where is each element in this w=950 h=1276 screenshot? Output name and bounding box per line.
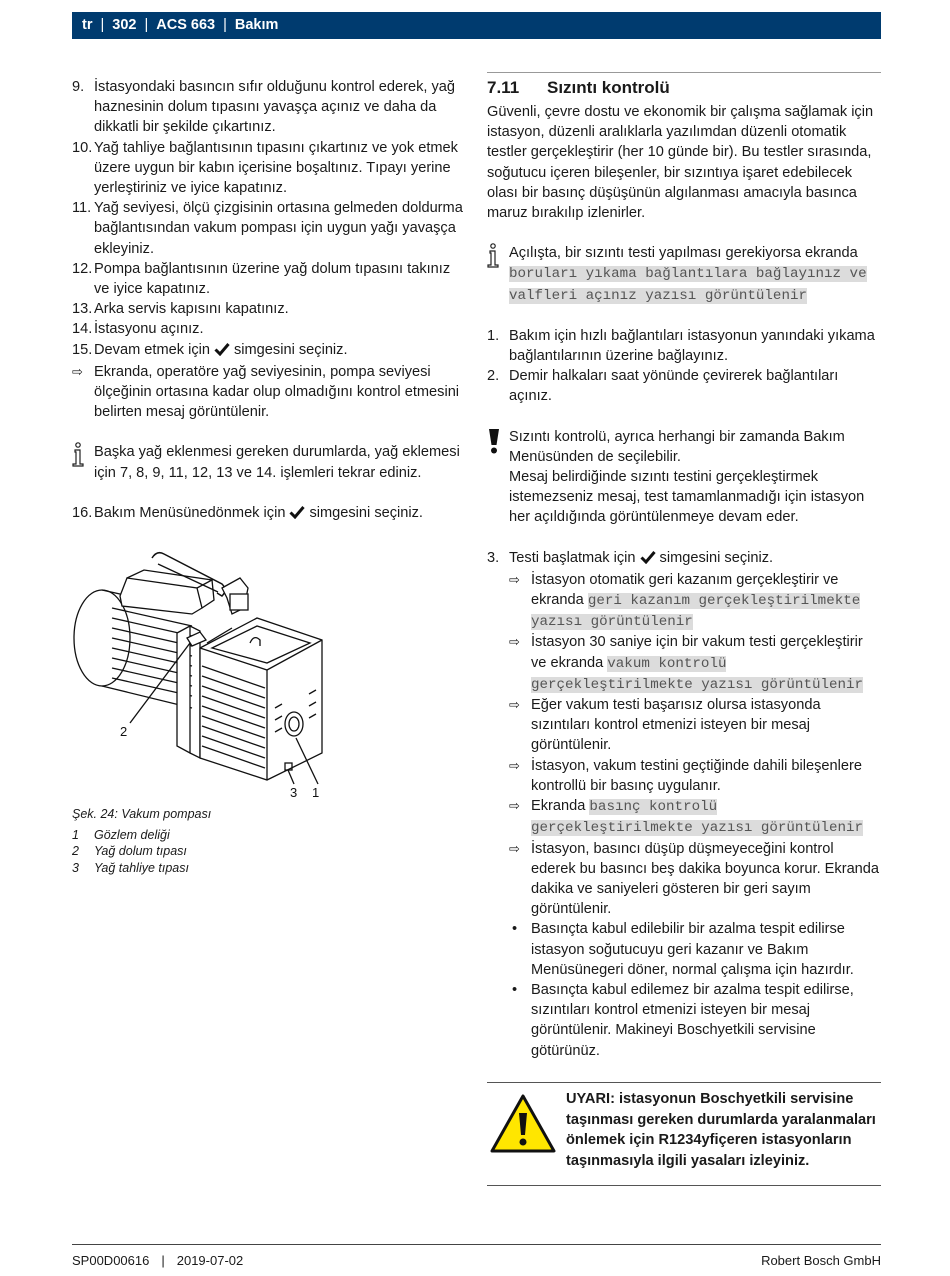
figure-label-2: 2 [120,724,128,739]
result-item: ⇨ İstasyon, vakum testini geçtiğinde dahili bileşenlere kontrollü bir basınç uygulanır. [509,757,862,794]
bullet-item: • Basınçta kabul edilebilir bir azalma tespit edilirse istasyon soğutucuyu geri kazanır ve Bakım Menüsünegeri döner, normal çalışma için hazırdır. [512,921,854,978]
result-arrow-icon: ⇨ [509,634,520,650]
left-column [72,77,467,525]
result-arrow-icon: ⇨ [509,571,520,587]
right-column [487,72,881,1061]
header-chapter: Bakım [234,17,279,34]
list-item: 10. Yağ tahliye bağlantısının tıpasını çıkartınız ve yok etmek üzere uygun bir kabın içerisine boşaltınız. Tıpayı yerine yerleştiriniz ve iyice kapatınız. [72,139,458,197]
bullet-list [487,919,881,1060]
header-product: ACS 663 [156,17,216,34]
list-item: 2. Demir halkaları saat yönünde çevirerek bağlantıları açınız. [487,368,839,405]
exclamation-icon [487,427,501,461]
figure-label-3: 3 [290,785,298,800]
footer-doc-number: SP00D00616 [72,1253,150,1268]
step-16: 16. Bakım Menüsünedönmek için simgesini seçiniz. [72,503,467,525]
step-15-result: ⇨ Ekranda, operatöre yağ seviyesinin, pompa seviyesi ölçeğinin ortasına kadar olup olmadığını kontrol etmesini belirten mesaj görüntülenir. [72,363,460,421]
info-icon [487,243,503,275]
steps-list-c [487,548,881,570]
list-item: 11. Yağ seviyesi, ölçü çizgisinin ortasına gelmeden doldurma bağlantısından vakum pompası için uygun yağı yavaşça ekleyiniz. [72,200,463,257]
list-item: 1. Bakım için hızlı bağlantıları istasyonun yanındaki yıkama bağlantılarının üzerine bağlayınız. [487,327,875,365]
bullet-dot-icon: • [512,981,518,998]
result-item: ⇨ Eğer vakum testi başarısız olursa istasyonda sızıntıları kontrol etmenizi isteyen bir mesaj görüntülenir. [509,697,821,754]
result-item: ⇨ İstasyon otomatik geri kazanım gerçekleştirir ve ekranda geri kazanım gerçekleştirilmekte yazısı görüntülenir [509,571,861,631]
section-heading: 7.11 Sızıntı kontrolü [487,78,670,97]
list-item: 13. Arka servis kapısını kapatınız. [72,301,289,318]
footer-divider [72,1244,881,1245]
caption-item: 1 Gözlem deliği [72,827,170,842]
steps-list-b [487,326,881,407]
list-item: 12. Pompa bağlantısının üzerine yağ dolum tıpasını takınız ve iyice kapatınız. [72,260,451,298]
section-intro: Güvenli, çevre dostu ve ekonomik bir çalışma sağlamak için istasyon, düzenli aralıklarla yazılımdan düzenli otomatik testler gerçekleştirir (her 10 günde bir). Bu testler sırasında, soğutucu içeren bileşenler, bir sızıntıya işaret edebilecek olası bir basınç düşüşünün algılanması amacıyla basınca maruz bırakılıp izlenirler. [487,104,874,222]
result-arrow-icon: ⇨ [509,798,520,814]
bullet-item: • Basınçta kabul edilemez bir azalma tespit edilirse, sızıntıları kontrol etmenizi isteyen bir mesaj görüntülenir. Makineyi Boschyetkili servisine götürünüz. [512,981,854,1059]
display-message: boruları yıkama bağlantılara bağlayınız ve valfleri açınız yazısı görüntülenir [509,266,867,304]
vacuum-pump-illustration [72,548,342,803]
result-arrow-icon: ⇨ [509,697,520,713]
steps-list-a [72,77,467,362]
result-arrow-icon: ⇨ [509,840,520,856]
figure-label-1: 1 [312,785,320,800]
warning-triangle-icon [489,1093,557,1161]
vacuum-pump-figure [72,548,342,803]
page-header: tr | 302 | ACS 663 | Bakım [72,12,881,39]
list-item: 14. İstasyonu açınız. [72,321,204,338]
header-page-number: 302 [112,17,137,34]
caption-item: 3 Yağ tahliye tıpası [72,860,189,875]
caption-item: 2 Yağ dolum tıpası [72,844,187,858]
result-arrow-icon: ⇨ [509,757,520,773]
warning-box [487,1082,881,1186]
footer-left: SP00D00616 | 2019-07-02 [72,1253,244,1268]
result-item: ⇨ İstasyon, basıncı düşüp düşmeyeceğini kontrol ederek bu basıncı beş dakika boyunca korur. Ekranda dakika ve saniyeleri gösteren bir geri sayım görüntülenir. [509,840,880,918]
section-divider [487,72,881,73]
steps-list-a2 [72,503,467,525]
step-15: 15. Devam etmek için simgesini seçiniz. [72,340,467,362]
checkmark-icon [640,550,656,570]
info-note: Başka yağ eklenmesi gereken durumlarda, yağ eklemesi için 7, 8, 9, 11, 12, 13 ve 14. işlemleri tekrar ediniz. [72,442,467,482]
footer-date: 2019-07-02 [176,1253,244,1268]
bullet-dot-icon: • [512,921,518,938]
step-3: 3. Testi başlatmak için simgesini seçiniz. [487,548,881,570]
result-item: ⇨ Ekranda basınç kontrolü gerçekleştirilmekte yazısı görüntülenir [509,798,864,837]
checkmark-icon [214,342,230,362]
info-note: Açılışta, bir sızıntı testi yapılması gerekiyorsa ekranda boruları yıkama bağlantılara bağlayınız ve valfleri açınız yazısı görüntülenir [487,243,881,306]
caption-title: Şek. 24: Vakum pompası [72,807,212,821]
figure-caption [72,806,392,876]
result-item: ⇨ İstasyon 30 saniye için bir vakum testi gerçekleştirir ve ekranda vakum kontrolü gerçekleştirilmekte yazısı görüntülenir [509,634,864,693]
result-arrow-icon: ⇨ [72,363,83,379]
important-note: Sızıntı kontrolü, ayrıca herhangi bir zamanda Bakım Menüsünden de seçilebilir. Mesaj belirdiğinde sızıntı testini gerçekleştirmek istemezseniz mesaj, test tamamlanmadığı için istasyon her açıldığında görüntülenmeye devam eder. [487,427,881,528]
header-lang: tr [82,17,93,34]
step-3-results [487,570,881,919]
info-icon [72,442,88,474]
list-item: 9. İstasyondaki basıncın sıfır olduğunu kontrol ederek, yağ haznesinin dolum tıpasını yavaşça açınız ve daha da dikkatli bir şekilde çıkartınız. [72,79,456,136]
footer-company: Robert Bosch GmbH [761,1253,881,1268]
warning-text: UYARI: istasyonun Boschyetkili servisine taşınması gereken durumlarda yaralanmaları önlemek için R1234yfiçeren istasyonların taşınmasıyla ilgili yasaları izleyiniz. [566,1091,876,1169]
checkmark-icon [289,505,305,525]
